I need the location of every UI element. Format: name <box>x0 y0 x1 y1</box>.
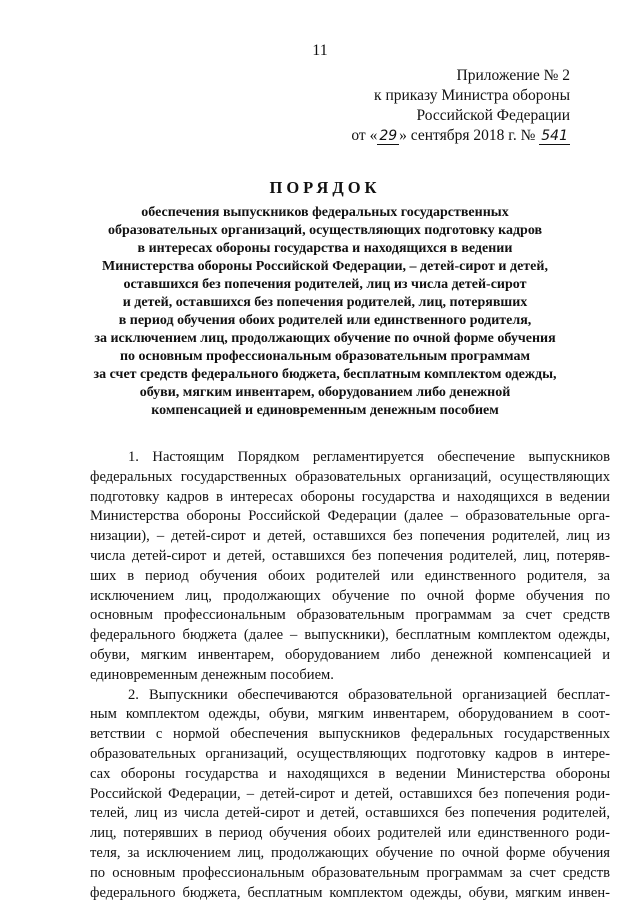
subtitle-line: Министерства обороны Российской Федерации, – детей-сирот и детей, <box>102 259 548 274</box>
paragraph-2-line: ным комплектом одежды, обуви, мягким инвентарем, оборудованием в соот- <box>90 706 610 723</box>
subtitle-line: образовательных организаций, осуществляющих подготовку кадров <box>107 223 543 238</box>
subtitle-line: и детей, оставшихся без попечения родителей, лиц, потерявших <box>122 295 528 310</box>
paragraph-1-line: ших в период обучения обоих родителей или единственного родителя, за <box>90 567 610 584</box>
paragraph-1-line: федеральных государственных образовательных организаций, осуществляющих <box>90 468 610 485</box>
paragraph-1-line: обуви, мягким инвентарем, оборудованием либо денежной компенсацией и <box>90 646 610 663</box>
paragraph-1-line: низации), – детей-сирот и детей, оставшихся без попечения родителей, лиц из <box>90 528 610 545</box>
paragraph-1-line: федерального бюджета (далее – выпускники), бесплатным комплектом одежды, <box>90 627 610 644</box>
appendix-title: Приложение № 2 <box>456 67 570 84</box>
paragraph-2-line: федерального бюджета, бесплатным комплектом одежды, обуви, мягким инвен- <box>90 884 610 901</box>
subtitle-line: за счет средств федерального бюджета, бесплатным комплектом одежды, <box>93 367 557 382</box>
paragraph-2-line: телей, лиц из числа детей-сирот и детей, оставшихся без попечения родителей, <box>90 805 610 822</box>
paragraph-1-line: единовременным денежным пособием. <box>90 666 334 683</box>
subtitle-line: обуви, мягким инвентарем, оборудованием либо денежной <box>139 385 511 400</box>
paragraph-2-line: 2. Выпускники обеспечиваются образовательной организацией бесплат- <box>128 686 610 703</box>
paragraph-2-line: сах обороны государства и находящихся в ведении Министерства обороны <box>90 765 610 782</box>
paragraph-2-line: по основным профессиональным образовательным программам за счет средств <box>90 864 610 881</box>
subtitle-line: обеспечения выпускников федеральных государственных <box>141 205 509 220</box>
subtitle-line: за исключением лиц, продолжающих обучение по очной форме обучения <box>94 331 556 346</box>
appendix-order-ref: к приказу Министра обороны <box>374 87 570 104</box>
paragraph-2-line: ветствии с нормой обеспечения выпускников федеральных государственных <box>90 726 610 743</box>
paragraph-1-line: подготовку кадров в интересах обороны государства и находящихся в ведении <box>90 488 610 505</box>
paragraph-1-line: 1. Настоящим Порядком регламентируется обеспечение выпускников <box>128 449 610 465</box>
paragraph-2-line: теля, за исключением лиц, продолжающих обучение по очной форме обучения <box>90 844 610 861</box>
paragraph-1-line: основным профессиональным образовательным программам за счет средств <box>90 607 610 624</box>
handwritten-day: 29 <box>379 128 398 144</box>
date-prefix: от « <box>351 127 378 144</box>
paragraph-2-line: образовательных организаций, осуществляющих подготовку кадров в интере- <box>90 745 610 762</box>
subtitle-line: оставшихся без попечения родителей, лиц из числа детей-сирот <box>123 277 527 292</box>
appendix-date-line <box>310 126 570 146</box>
document-body <box>90 448 610 903</box>
paragraph-1-line: Министерства обороны Российской Федерации (далее – образовательные орга- <box>90 508 610 525</box>
subtitle-line: компенсацией и единовременным денежным пособием <box>151 403 499 418</box>
paragraph-2-line: Российской Федерации, – детей-сирот и детей, оставшихся без попечения роди- <box>90 785 610 802</box>
document-subtitle <box>75 204 575 420</box>
subtitle-line: в интересах обороны государства и находящихся в ведении <box>137 241 513 256</box>
subtitle-line: в период обучения обоих родителей или единственного родителя, <box>118 313 532 328</box>
date-middle: » сентября 2018 г. № <box>399 127 540 144</box>
paragraph-2-line: лиц, потерявших в период обучения обоих родителей или единственного роди- <box>90 825 610 842</box>
paragraph-1-line: исключением лиц, продолжающих обучение по очной форме обучения по <box>90 587 610 604</box>
appendix-header <box>310 66 570 146</box>
handwritten-order-number: 541 <box>541 128 568 144</box>
appendix-country: Российской Федерации <box>416 107 570 124</box>
document-title-block <box>75 178 575 420</box>
subtitle-line: по основным профессиональным образовательным программам <box>119 349 531 364</box>
page-number: 11 <box>312 42 328 59</box>
paragraph-1-line: числа детей-сирот и детей, оставшихся без попечения родителей, лиц, потеряв- <box>90 547 610 564</box>
document-title: ПОРЯДОК <box>269 178 381 197</box>
